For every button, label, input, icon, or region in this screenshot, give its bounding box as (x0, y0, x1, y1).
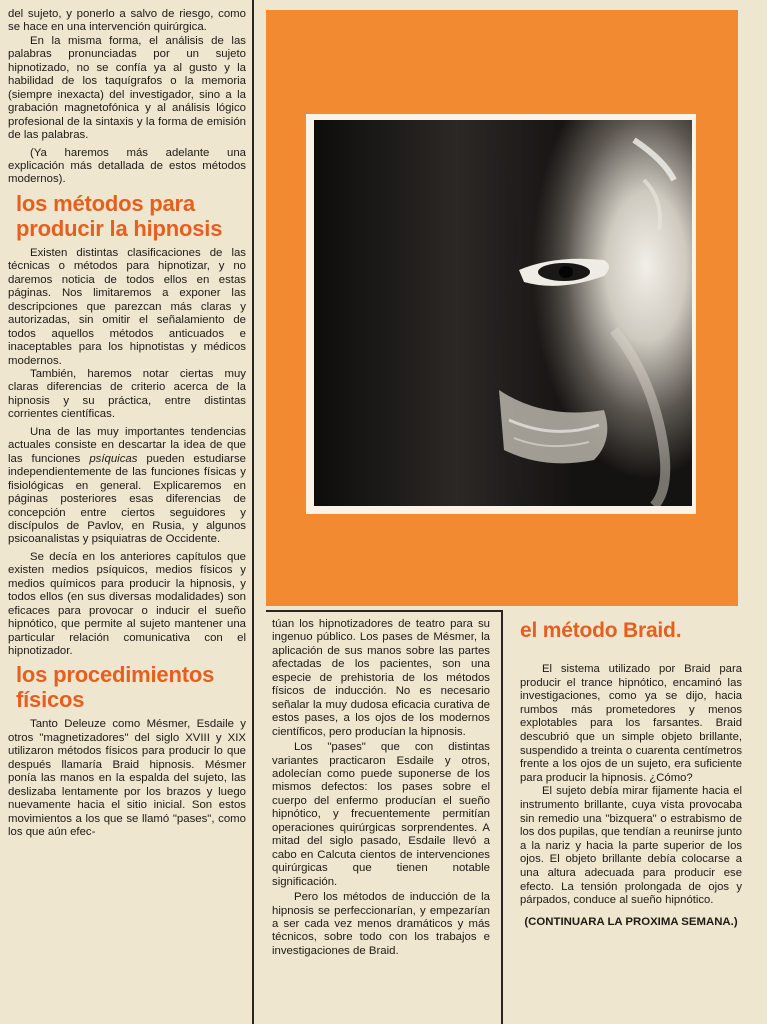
horizontal-rule (266, 610, 501, 612)
italic-term: psíquicas (89, 452, 138, 465)
text-run: Una de las muy importantes tendencias actuales consiste en descartar la idea de que las funciones (8, 425, 246, 465)
paragraph: Se decía en los anteriores capítulos que existen medios psíquicos, medios físicos y medios químicos para producir la hipnosis, y todos ellos (en sus diversas modalidades) son eficaces para provocar o inducir el sueño hipnótico, que permite al sujeto mantener una particular relación comunicativa con el hipnotizador. (8, 550, 246, 658)
right-column (520, 618, 742, 1018)
paragraph: (Ya haremos más adelante una explicación más detallada de estos métodos modernos). (8, 146, 246, 186)
paragraph: Los "pases" que con distintas variantes practicaron Esdaile y otros, adolecían como puede suponerse de los mismos defectos: los pases sobre el cuerpo del enfermo producían el sueño hipnótico, y frecuentemente permitían operaciones quirúrgicas sorprendentes. A mitad del siglo pasado, Esdaile llevó a cabo en Calcuta cientos de intervenciones quirúrgicas que tienen notable significación. (272, 741, 490, 888)
column-divider (501, 610, 503, 1024)
paragraph (8, 426, 246, 547)
section-heading-braid: el método Braid. (520, 619, 682, 642)
left-column (8, 8, 246, 1018)
face-illustration (314, 120, 692, 506)
section-heading-methods: los métodos para producir la hipnosis (16, 190, 223, 241)
continued-notice: (CONTINUARA LA PROXIMA SEMANA.) (524, 915, 738, 928)
middle-column (272, 618, 490, 1018)
paragraph: Tanto Deleuze como Mésmer, Esdaile y otros "magnetizadores" del siglo XVIII y XIX utilizaron métodos físicos para producir lo que después llamaría Braid hipnosis. Mésmer ponía las manos en la espalda del sujeto, las deslizaba lentamente por los brazos y luego nuevamente hacia el sitio inicial. Son estos movimientos a los que se llamó "pases", como los que aún efec- (8, 718, 246, 839)
paragraph: También, haremos notar ciertas muy claras diferencias de criterio acerca de la hipnosis y su práctica, entre distintas corrientes científicas. (8, 367, 246, 421)
paragraph: Existen distintas clasificaciones de las técnicas o métodos para hipnotizar, y no daremos noticia de todos ellos en estas páginas. Nos limitaremos a exponer las descripciones que parezcan más claras y autorizadas, sin omitir el señalamiento de todos aquellos métodos anticuados e inaceptables para los hipnotistas y médicos modernos. (8, 246, 246, 367)
hypnotist-face-photo (314, 120, 692, 506)
paragraph: del sujeto, y ponerlo a salvo de riesgo, como se hace en una intervención quirúrgica. (8, 8, 246, 34)
paragraph: túan los hipnotizadores de teatro para su ingenuo público. Los pases de Mésmer, la aplicación de sus manos sobre las partes afectadas de los pacientes, son una especie de prehistoria de los métodos físicos de inducción. No es necesario señalar la muy dudosa eficacia curativa de estos pases, a los ojos de los modernos científicos, pero producían la hipnosis. (272, 618, 490, 738)
text-run: pueden estudiarse independientemente de las funciones físicas y fisiológicas en general. Explicaremos en páginas posteriores esas diferencias de concepción entre ciertos seguidores y discípulos de Pavlov, en Rusia, y algunos psicoanalistas y psiquiatras de Occidente. (8, 452, 246, 546)
paragraph: El sujeto debía mirar fijamente hacia el instrumento brillante, cuya vista provocaba sin remedio una "bizquera" o estrabismo de los dos pupilas, que tendían a reunirse junto a la nariz y hacia la parte superior de los ojos. El objeto brillante debía colocarse a una altura adecuada para producir ese efecto. La tensión prolongada de ojos y párpados, conduce al sueño hipnótico. (520, 785, 742, 907)
column-divider (252, 0, 254, 1024)
paragraph: En la misma forma, el análisis de las palabras pronunciadas por un sujeto hipnotizado, no se confía ya al gusto y la habilidad de los taquígrafos o la memoria (siempre inexacta) del investigador, sino a la grabación magnetofónica y al análisis lógico profesional de la sintaxis y la forma de emisión de las palabras. (8, 34, 246, 142)
paragraph: Pero los métodos de inducción de la hipnosis se perfeccionarían, y empezarían a ser cada vez menos dramáticos y más técnicos, sobre todo con los trabajos e investigaciones de Braid. (272, 891, 490, 957)
paragraph: El sistema utilizado por Braid para producir el trance hipnótico, encaminó las investigaciones, como ya se dijo, hacia rumbos más prometedores y menos explotables para los farsantes. Braid descubrió que un simple objeto brillante, suspendido a treinta o cuarenta centímetros frente a los ojos de un sujeto, era suficiente para producir la hipnosis. ¿Cómo? (520, 663, 742, 784)
section-heading-physical: los procedimientos físicos (16, 662, 215, 713)
